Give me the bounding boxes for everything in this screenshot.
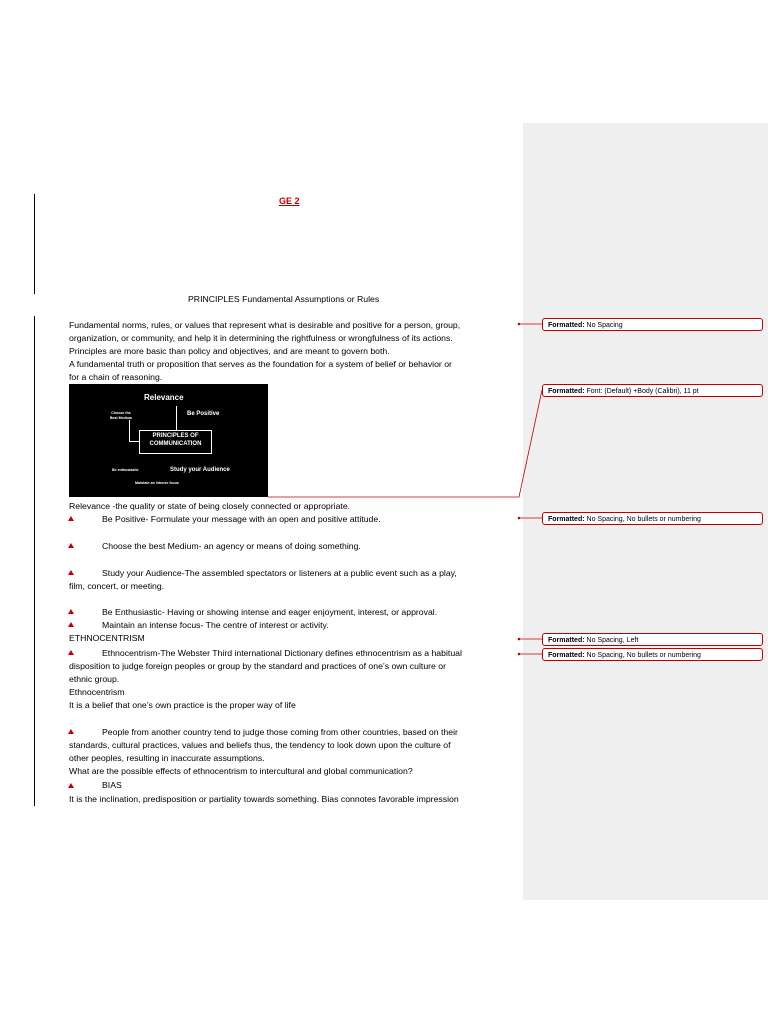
bullet-be-enthusiastic: Be Enthusiastic- Having or showing intense and eager enjoyment, interest, or approval. xyxy=(102,607,438,617)
ethnocentrism-line: Ethnocentrism xyxy=(69,687,125,697)
ethnocentrism-line: Ethnocentrism-The Webster Third international Dictionary defines ethnocentrism as a habitual xyxy=(102,648,462,658)
principles-figure xyxy=(69,384,268,497)
change-bar xyxy=(34,194,35,294)
comment-connector xyxy=(268,390,542,497)
figure-connector xyxy=(129,420,130,442)
formatting-comment[interactable] xyxy=(542,633,763,646)
paragraph-line: A fundamental truth or proposition that serves as the foundation for a system of belief or behavior or xyxy=(69,359,452,369)
ethnocentrism-heading: ETHNOCENTRISM xyxy=(69,633,145,643)
people-line: other peoples, resulting in inaccurate assumptions. xyxy=(69,753,265,763)
formatting-comment[interactable] xyxy=(542,512,763,525)
comment-text: No Spacing, No bullets or numbering xyxy=(586,516,701,523)
formatting-comment[interactable] xyxy=(542,318,763,331)
formatting-comment[interactable] xyxy=(542,648,763,661)
comment-anchor xyxy=(518,517,521,520)
figure-maintain-focus-label: Maintain an intense focus xyxy=(135,481,179,485)
comment-anchor xyxy=(518,638,521,641)
bullet-study-audience: Study your Audience-The assembled spectators or listeners at a public event such as a play, xyxy=(102,568,457,578)
figure-study-audience-label: Study your Audience xyxy=(170,467,230,473)
figure-principles-label: PRINCIPLES OF COMMUNICATION xyxy=(149,433,202,447)
paragraph-line: organization, or community, and help it in determining the rightfulness or wrongfulness of its actions. xyxy=(69,333,453,343)
figure-be-enthusiastic-label: Be enthusiastic xyxy=(112,468,139,472)
bullet-maintain-focus: Maintain an intense focus- The centre of interest or activity. xyxy=(102,620,329,630)
bullet-icon xyxy=(68,783,74,788)
bullet-icon xyxy=(68,570,74,575)
bullet-icon xyxy=(68,543,74,548)
section-heading: PRINCIPLES Fundamental Assumptions or Rules xyxy=(188,294,380,304)
figure-relevance-label: Relevance xyxy=(144,393,184,402)
figure-choose-medium-label: Choose the Best Medium xyxy=(109,411,133,420)
formatting-comment[interactable] xyxy=(542,384,763,397)
paragraph-line: for a chain of reasoning. xyxy=(69,372,163,382)
figure-connector xyxy=(129,441,139,442)
bullet-icon xyxy=(68,609,74,614)
bullet-be-positive: Be Positive- Formulate your message with an open and positive attitude. xyxy=(102,514,381,524)
comment-text: No Spacing, No bullets or numbering xyxy=(586,652,701,659)
relevance-line: Relevance -the quality or state of being closely connected or appropriate. xyxy=(69,501,351,511)
people-line: What are the possible effects of ethnocentrism to intercultural and global communication? xyxy=(69,766,413,776)
bullet-icon xyxy=(68,516,74,521)
bullet-icon xyxy=(68,650,74,655)
figure-connector xyxy=(176,406,177,430)
comment-anchor xyxy=(518,653,521,656)
comment-label: Formatted: xyxy=(548,637,585,644)
comment-text: No Spacing, Left xyxy=(586,637,639,644)
comment-label: Formatted: xyxy=(548,652,585,659)
people-line: People from another country tend to judge those coming from other countries, based on their xyxy=(102,727,458,737)
figure-be-positive-label: Be Positive xyxy=(187,411,220,417)
bullet-icon xyxy=(68,729,74,734)
comment-anchor xyxy=(518,323,521,326)
bullet-icon xyxy=(68,622,74,627)
comment-label: Formatted: xyxy=(548,322,585,329)
people-line: standards, cultural practices, values and beliefs thus, the tendency to look down upon the culture of xyxy=(69,740,451,750)
paragraph-line: Principles are more basic than policy and objectives, and are meant to govern both. xyxy=(69,346,390,356)
ethnocentrism-line: It is a belief that one’s own practice is the proper way of life xyxy=(69,700,296,710)
change-bar xyxy=(34,316,35,806)
bias-line: It is the inclination, predisposition or partiality towards something. Bias connotes favorable impression xyxy=(69,794,459,804)
bias-heading: BIAS xyxy=(102,780,122,790)
bullet-choose-medium: Choose the best Medium- an agency or means of doing something. xyxy=(102,541,361,551)
comment-text: Font: (Default) +Body (Calibri), 11 pt xyxy=(586,388,699,395)
paragraph-line: Fundamental norms, rules, or values that represent what is desirable and positive for a person, group, xyxy=(69,320,461,330)
ethnocentrism-line: disposition to judge foreign peoples or group by the standard and practices of one’s own culture or xyxy=(69,661,447,671)
comment-label: Formatted: xyxy=(548,388,585,395)
document-title: GE 2 xyxy=(279,196,300,206)
comment-label: Formatted: xyxy=(548,516,585,523)
comment-text: No Spacing xyxy=(586,322,623,329)
bullet-study-audience-cont: film, concert, or meeting. xyxy=(69,581,165,591)
ethnocentrism-line: ethnic group. xyxy=(69,674,120,684)
